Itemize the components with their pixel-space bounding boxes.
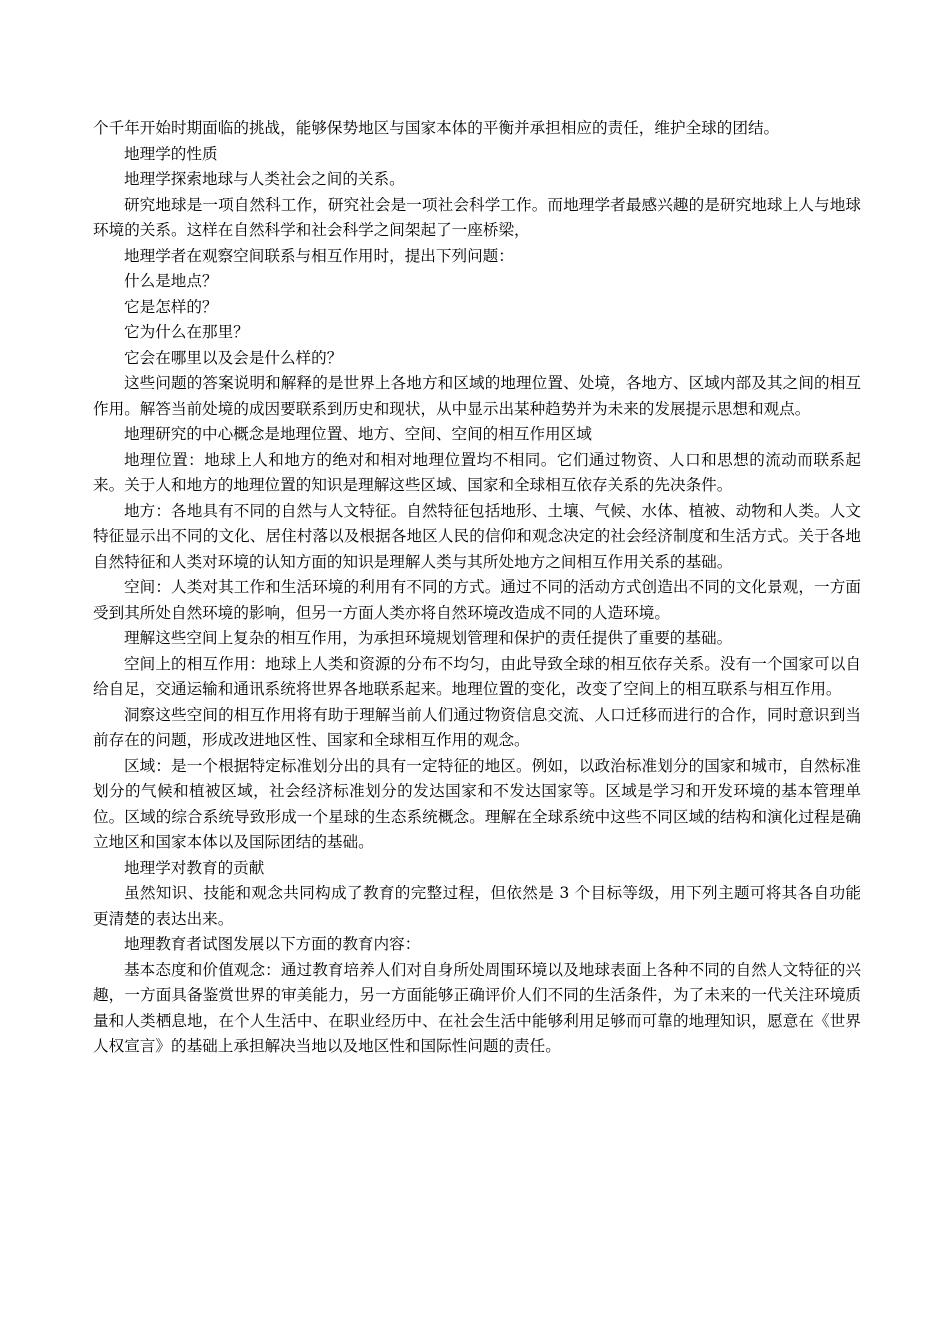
document-page <box>93 116 861 1060</box>
paragraph-space: 空间：人类对其工作和生活环境的利用有不同的方式。通过不同的活动方式创造出不同的文化景观，一方面受到其所处自然环境的影响，但另一方面人类亦将自然环境改造成不同的人造环境。 <box>93 578 861 622</box>
paragraph: 地理学者在观察空间联系与相互作用时，提出下列问题： <box>124 246 514 265</box>
paragraph: 虽然知识、技能和观念共同构成了教育的完整过程，但依然是 3 个目标等级，用下列主题可将其各自功能更清楚的表达出来。 <box>93 884 861 928</box>
question-item: 什么是地点？ <box>124 272 218 290</box>
question-item: 它为什么在那里？ <box>124 323 249 341</box>
paragraph-interaction: 空间上的相互作用：地球上人类和资源的分布不均匀，由此导致全球的相互依存关系。没有一个国家可以自给自足，交通运输和通讯系统将世界各地联系起来。地理位置的变化，改变了空间上的相互联系与相互作用。 <box>93 654 861 698</box>
paragraph: 地理教育者试图发展以下方面的教育内容： <box>124 935 421 953</box>
question-item: 它会在哪里以及会是什么样的？ <box>124 348 343 367</box>
paragraph-place: 地方：各地具有不同的自然与人文特征。自然特征包括地形、土壤、气候、水体、植被、动物和人类。人文特征显示出不同的文化、居住村落以及根据各地区人民的信仰和观念决定的社会经济制度和生活方式。关于各地自然特征和人类对环境的认知方面的知识是理解人类与其所处地方之间相互作用关系的基础。 <box>93 501 861 571</box>
section-heading-nature: 地理学的性质 <box>124 144 218 163</box>
paragraph: 地理学探索地球与人类社会之间的关系。 <box>124 170 405 188</box>
paragraph-attitudes: 基本态度和价值观念：通过教育培养人们对自身所处周围环境以及地球表面上各种不同的自然人文特征的兴趣，一方面具备鉴赏世界的审美能力，另一方面能够正确评价人们不同的生活条件，为了未来的一代关注环境质量和人类栖息地，在个人生活中、在职业经历中、在社会生活中能够利用足够而可靠的地理知识，愿意在《世界人权宣言》的基础上承担解决当地以及地区性和国际性问题的责任。 <box>93 960 861 1055</box>
paragraph: 洞察这些空间的相互作用将有助于理解当前人们通过物资信息交流、人口迁移而进行的合作，同时意识到当前存在的问题，形成改进地区性、国家和全球相互作用的观念。 <box>93 705 861 749</box>
paragraph: 地理研究的中心概念是地理位置、地方、空间、空间的相互作用区域 <box>124 425 592 443</box>
paragraph: 这些问题的答案说明和解释的是世界上各地方和区域的地理位置、处境，各地方、区域内部及其之间的相互作用。解答当前处境的成因要联系到历史和现状，从中显示出某种趋势并为未来的发展提示思想和观点。 <box>93 374 861 418</box>
paragraph: 理解这些空间上复杂的相互作用，为承担环境规划管理和保护的责任提供了重要的基础。 <box>124 629 733 647</box>
paragraph-location: 地理位置：地球上人和地方的绝对和相对地理位置均不相同。它们通过物资、人口和思想的流动而联系起来。关于人和地方的地理位置的知识是理解这些区域、国家和全球相互依存关系的先决条件。 <box>93 450 861 494</box>
section-heading-contribution: 地理学对教育的贡献 <box>124 858 265 877</box>
question-item: 它是怎样的？ <box>124 297 218 316</box>
paragraph: 研究地球是一项自然科工作，研究社会是一项社会科学工作。而地理学者最感兴趣的是研究地球上人与地球环境的关系。这样在自然科学和社会科学之间架起了一座桥梁， <box>93 195 861 239</box>
paragraph-region: 区域：是一个根据特定标准划分出的具有一定特征的地区。例如，以政治标准划分的国家和城市，自然标准划分的气候和植被区域，社会经济标准划分的发达国家和不发达国家等。区域是学习和开发环境的基本管理单位。区域的综合系统导致形成一个星球的生态系统概念。理解在全球系统中这些不同区域的结构和演化过程是确立地区和国家本体以及国际团结的基础。 <box>93 756 861 851</box>
paragraph-continuation: 个千年开始时期面临的挑战，能够保势地区与国家本体的平衡并承担相应的责任，维护全球的团结。 <box>93 119 780 137</box>
